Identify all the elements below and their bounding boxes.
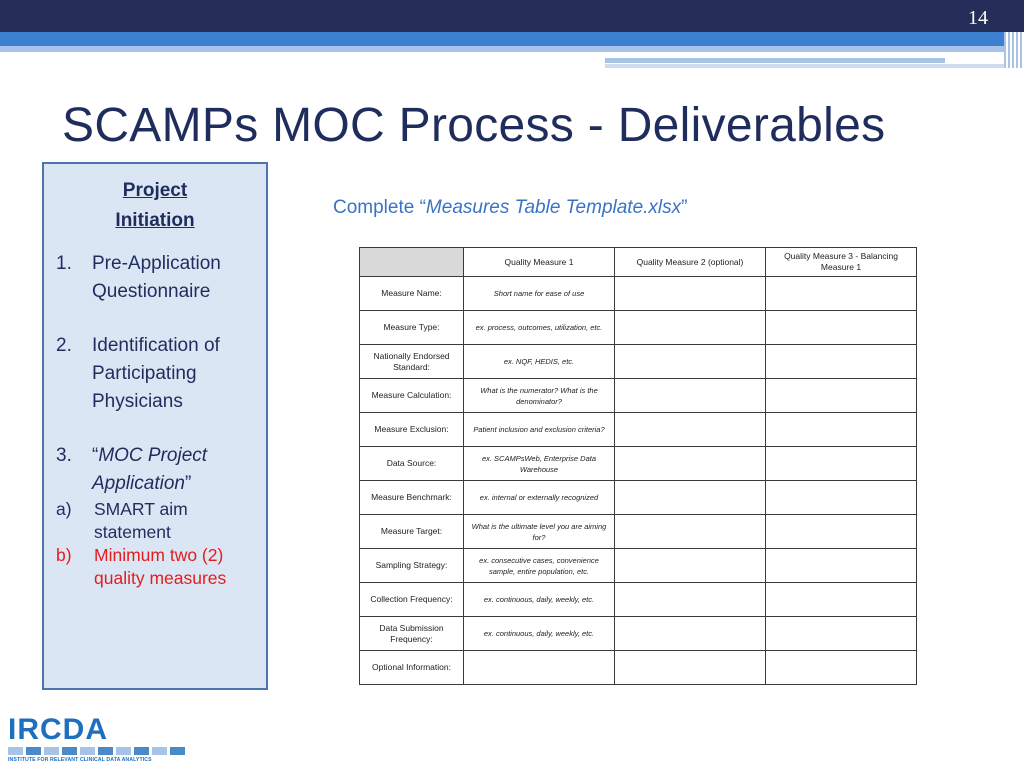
caption-prefix: Complete “ <box>333 197 426 218</box>
header-accent-bar <box>0 32 1024 46</box>
table-row <box>360 447 917 481</box>
example-cell: Patient inclusion and exclusion criteria? <box>464 413 615 447</box>
empty-cell <box>615 583 766 617</box>
caption <box>333 197 687 219</box>
step-text-italic: MOC Project Application <box>92 445 208 494</box>
empty-cell <box>766 481 917 515</box>
step-number: 3. <box>56 445 72 466</box>
empty-cell <box>766 345 917 379</box>
step-number: 2. <box>56 335 72 356</box>
decorative-line <box>605 58 945 63</box>
table-row <box>360 583 917 617</box>
row-label: Collection Frequency: <box>360 583 464 617</box>
row-label: Measure Target: <box>360 515 464 549</box>
quote-mark: “ <box>92 445 99 466</box>
list-item <box>44 332 266 416</box>
example-cell: ex. internal or externally recognized <box>464 481 615 515</box>
example-cell: Short name for ease of use <box>464 277 615 311</box>
empty-cell <box>766 515 917 549</box>
example-cell: ex. process, outcomes, utilization, etc. <box>464 311 615 345</box>
empty-cell <box>615 617 766 651</box>
empty-cell <box>615 447 766 481</box>
logo-tagline: INSTITUTE FOR RELEVANT CLINICAL DATA ANALYTICS <box>8 757 152 763</box>
decorative-edge <box>1004 32 1024 68</box>
logo-blocks <box>8 747 192 755</box>
box-heading-line: Project <box>122 180 188 201</box>
row-label: Measure Benchmark: <box>360 481 464 515</box>
list-item <box>44 442 266 498</box>
example-cell <box>464 651 615 685</box>
example-cell: ex. SCAMPsWeb, Enterprise Data Warehouse <box>464 447 615 481</box>
sub-text: SMART aim statement <box>94 499 188 542</box>
page-number: 14 <box>968 7 988 29</box>
row-label: Data Submission Frequency: <box>360 617 464 651</box>
table-row <box>360 651 917 685</box>
box-heading-line: Initiation <box>115 210 195 231</box>
example-cell: ex. continuous, daily, weekly, etc. <box>464 617 615 651</box>
table-row <box>360 481 917 515</box>
row-label: Nationally Endorsed Standard: <box>360 345 464 379</box>
row-label: Measure Exclusion: <box>360 413 464 447</box>
table-header-row <box>360 248 917 277</box>
step-number: 1. <box>56 253 72 274</box>
empty-cell <box>615 345 766 379</box>
header-bar <box>0 0 1024 32</box>
step-list <box>44 250 266 498</box>
logo-wordmark: IRCDA <box>8 713 108 746</box>
slide-title: SCAMPs MOC Process - Deliverables <box>62 99 886 152</box>
empty-cell <box>615 277 766 311</box>
step-text: Identification of Participating Physicians <box>92 335 220 412</box>
table-row <box>360 379 917 413</box>
caption-file: Measures Table Template.xlsx <box>425 197 682 218</box>
empty-cell <box>766 277 917 311</box>
table-header-cell: Quality Measure 3 - Balancing Measure 1 <box>766 248 917 277</box>
empty-cell <box>766 583 917 617</box>
row-label: Measure Calculation: <box>360 379 464 413</box>
empty-cell <box>766 413 917 447</box>
measures-table <box>359 247 917 685</box>
row-label: Optional Information: <box>360 651 464 685</box>
ircda-logo <box>8 713 192 764</box>
empty-cell <box>615 515 766 549</box>
example-cell: ex. continuous, daily, weekly, etc. <box>464 583 615 617</box>
empty-cell <box>766 379 917 413</box>
example-cell: ex. consecutive cases, convenience sample, entire population, etc. <box>464 549 615 583</box>
empty-cell <box>615 481 766 515</box>
table-header-cell: Quality Measure 1 <box>464 248 615 277</box>
empty-cell <box>766 447 917 481</box>
row-label: Data Source: <box>360 447 464 481</box>
table-header-cell: Quality Measure 2 (optional) <box>615 248 766 277</box>
empty-cell <box>766 617 917 651</box>
header-light-bar <box>0 46 1024 52</box>
box-heading <box>44 176 266 236</box>
row-label: Sampling Strategy: <box>360 549 464 583</box>
table-row <box>360 515 917 549</box>
list-item <box>44 498 266 544</box>
empty-cell <box>615 651 766 685</box>
empty-cell <box>766 651 917 685</box>
quote-mark: ” <box>184 473 192 494</box>
list-item <box>44 544 266 590</box>
empty-cell <box>766 549 917 583</box>
row-label: Measure Name: <box>360 277 464 311</box>
table-row <box>360 549 917 583</box>
step-text: Pre-Application Questionnaire <box>92 253 221 302</box>
example-cell: What is the numerator? What is the denominator? <box>464 379 615 413</box>
list-item <box>44 250 266 306</box>
table-row <box>360 413 917 447</box>
empty-cell <box>615 311 766 345</box>
project-initiation-box <box>42 162 268 690</box>
empty-cell <box>615 379 766 413</box>
table-row <box>360 277 917 311</box>
row-label: Measure Type: <box>360 311 464 345</box>
sub-list <box>44 498 266 590</box>
sub-number: a) <box>56 499 72 519</box>
empty-cell <box>615 413 766 447</box>
table-row <box>360 311 917 345</box>
sub-text: Minimum two (2) quality measures <box>94 545 227 588</box>
table-row <box>360 617 917 651</box>
example-cell: What is the ultimate level you are aiming for? <box>464 515 615 549</box>
table-header-cell <box>360 248 464 277</box>
step-text <box>92 442 266 498</box>
example-cell: ex. NQF, HEDIS, etc. <box>464 345 615 379</box>
table-row <box>360 345 917 379</box>
empty-cell <box>615 549 766 583</box>
sub-number: b) <box>56 545 72 565</box>
decorative-line <box>605 64 1005 68</box>
empty-cell <box>766 311 917 345</box>
caption-suffix: ” <box>681 197 688 218</box>
